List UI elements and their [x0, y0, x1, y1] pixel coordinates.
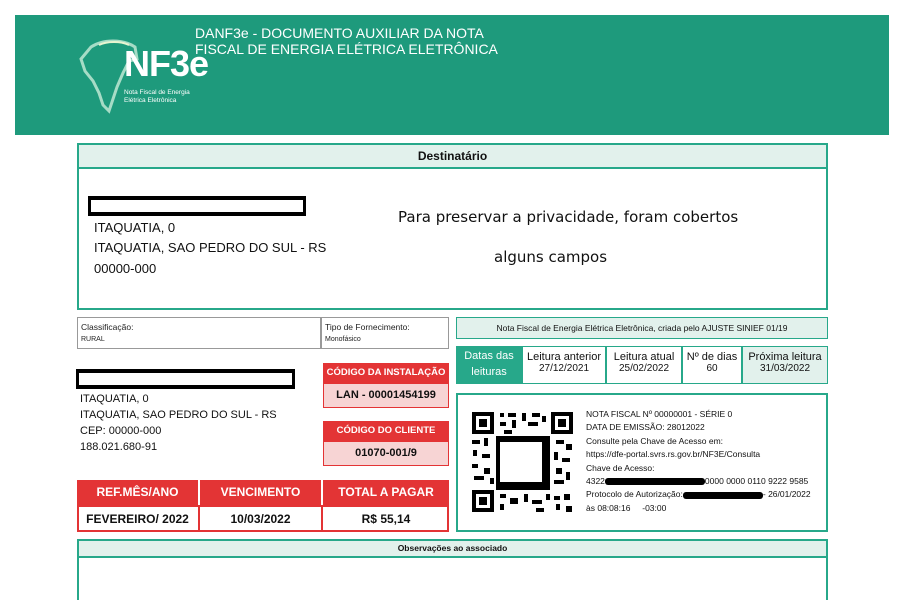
redacted-name-2 — [76, 369, 295, 389]
proxima-leitura-value: 31/03/2022 — [759, 363, 811, 374]
numero-dias-header: Nº de dias — [686, 351, 738, 363]
leituras-label: Datas das leituras — [456, 346, 522, 384]
address-line-1: ITAQUATIA, 0 — [80, 393, 149, 405]
fornecimento-value: Monofásico — [325, 336, 361, 343]
dest-address-line-3: 00000-000 — [94, 261, 157, 276]
numero-dias-value: 60 — [706, 363, 718, 374]
redacted-name — [88, 196, 306, 216]
privacy-note-line-1: Para preservar a privacidade, foram cobertos — [398, 208, 739, 226]
summary-header-vencimento: VENCIMENTO — [200, 480, 321, 505]
nf-info-protocolo — [586, 488, 811, 501]
nf-info-protocolo-date: - 26/01/2022 — [762, 489, 811, 500]
observacoes-heading: Observações ao associado — [79, 541, 826, 558]
destinatario-box — [77, 143, 828, 310]
summary-value-total: R$ 55,14 — [361, 512, 411, 526]
address-line-3: CEP: 00000-000 — [80, 425, 162, 437]
redacted-chave — [605, 478, 705, 485]
summary-value-vencimento: 10/03/2022 — [230, 512, 291, 526]
leitura-atual-value: 25/02/2022 — [618, 363, 670, 374]
nf-info-hora: às 08:08:16 -03:00 — [586, 502, 667, 513]
qr-code-icon — [470, 410, 575, 514]
classificacao-label: Classificação: — [81, 322, 134, 332]
logo-text: NF3e — [124, 43, 209, 84]
summary-value-ref: FEVEREIRO/ 2022 — [86, 512, 189, 526]
summary-header-total: TOTAL A PAGAR — [323, 480, 449, 505]
address-line-2: ITAQUATIA, SAO PEDRO DO SUL - RS — [80, 409, 277, 421]
title-line-1: DANF3e - DOCUMENTO AUXILIAR DA NOTA — [195, 25, 484, 41]
nf-banner: Nota Fiscal de Energia Elétrica Eletrônica, criada pelo AJUSTE SINIEF 01/19 — [456, 317, 828, 339]
fornecimento-label: Tipo de Fornecimento: — [325, 322, 410, 332]
nf-info-consulte: Consulte pela Chave de Acesso em: — [586, 435, 724, 446]
privacy-note-line-2: alguns campos — [494, 248, 608, 266]
proxima-leitura-header: Próxima leitura — [748, 351, 822, 363]
nf-info-chave — [586, 475, 811, 488]
logo-subtitle: Nota Fiscal de Energia Elétrica Eletrônica — [124, 89, 190, 104]
cliente-label: CÓDIGO DO CLIENTE — [323, 421, 449, 441]
summary-header-ref: REF.MÊS/ANO — [77, 480, 198, 505]
nf-info-protocolo-label: Protocolo de Autorização: — [586, 489, 683, 500]
observacoes-box — [77, 539, 828, 600]
destinatario-heading: Destinatário — [79, 145, 826, 169]
document-title — [195, 25, 498, 57]
classificacao-value: RURAL — [81, 336, 105, 343]
nf-info-chave-end: 0000 0000 0110 9222 9585 — [704, 476, 809, 487]
nf3e-logo — [77, 37, 209, 117]
redacted-protocolo — [683, 492, 763, 499]
proxima-leitura — [742, 346, 828, 384]
instalacao-label: CÓDIGO DA INSTALAÇÃO — [323, 363, 449, 383]
leitura-anterior-header: Leitura anterior — [527, 351, 601, 363]
header-banner — [15, 15, 889, 135]
nf-info-chave-label: Chave de Acesso: — [586, 462, 655, 473]
nf-info-url[interactable]: https://dfe-portal.svrs.rs.gov.br/NF3E/Consulta — [586, 449, 761, 460]
cliente-value: 01070-001/9 — [323, 441, 449, 466]
title-line-2: FISCAL DE ENERGIA ELÉTRICA ELETRÔNICA — [195, 41, 498, 57]
nf-info-emissao: DATA DE EMISSÃO: 28012022 — [586, 422, 705, 433]
dest-address-line-2: ITAQUATIA, SAO PEDRO DO SUL - RS — [94, 240, 327, 255]
nf-info-text — [586, 408, 811, 515]
leitura-atual — [606, 346, 682, 384]
dest-address-line-1: ITAQUATIA, 0 — [94, 220, 176, 235]
nf-info-chave-start: 4322 — [586, 476, 605, 487]
nf-info-numero: NOTA FISCAL Nº 00000001 - SÉRIE 0 — [586, 409, 733, 419]
leitura-anterior — [522, 346, 606, 384]
address-line-4: 188.021.680-91 — [80, 441, 158, 453]
numero-dias — [682, 346, 742, 384]
leitura-atual-header: Leitura atual — [613, 351, 675, 363]
instalacao-value: LAN - 00001454199 — [323, 383, 449, 408]
leitura-anterior-value: 27/12/2021 — [538, 363, 590, 374]
